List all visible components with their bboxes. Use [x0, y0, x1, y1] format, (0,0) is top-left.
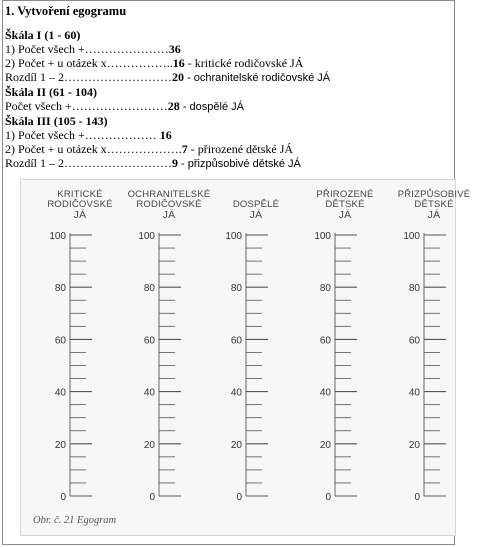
tick-label: 60	[230, 335, 242, 347]
tick-label: 40	[319, 387, 331, 399]
tick-label: 20	[230, 439, 242, 451]
scale-2-title: Škála II (61 - 104)	[5, 85, 98, 99]
scale-label-line: JÁ	[338, 209, 352, 221]
tick-label: 80	[54, 283, 66, 295]
tick-label: 40	[54, 387, 66, 399]
scale-label-line: DĚTSKÉ	[325, 199, 365, 210]
tick-label: 80	[143, 283, 155, 295]
line-4: Počet všech +……………………28 - dospělé JÁ	[5, 99, 244, 113]
scale-column	[138, 231, 181, 503]
figure-caption: Obr. č. 21 Egogram	[33, 515, 117, 526]
line-6: 2) Počet + u otázek x……………….7 - přirozené dětské JÁ	[5, 142, 294, 156]
scale-column-label	[124, 190, 214, 220]
line-1: 1) Počet všech +…………………36	[5, 42, 181, 56]
scale-column	[314, 231, 357, 503]
scale-column-label	[35, 190, 125, 220]
scale-label-line: JÁ	[162, 209, 176, 221]
scale-label-line: PŘIROZENÉ	[316, 189, 374, 200]
tick-label: 20	[408, 439, 420, 451]
scale-column	[403, 231, 446, 503]
tick-label: 40	[143, 387, 155, 399]
line-2: 2) Počet + u otázek x……………..16 - kritické rodičovské JÁ	[5, 56, 304, 70]
scale-label-line: DOSPĚLÉ	[232, 199, 280, 210]
egogram-figure	[20, 179, 471, 536]
tick-label: 100	[49, 231, 66, 242]
tick-label: 100	[138, 231, 155, 242]
scale-label-line: RODIČOVSKÉ	[136, 199, 202, 210]
scale-column-label	[300, 190, 390, 220]
scale-label-line: JÁ	[249, 209, 263, 221]
scale-label-line: DĚTSKÉ	[414, 199, 454, 210]
section-title: 1. Vytvoření egogramu	[5, 4, 127, 18]
tick-label: 100	[403, 231, 420, 242]
tick-label: 20	[54, 439, 66, 451]
scale-column	[49, 231, 92, 503]
line-7: Rozdíl 1 – 2………………………9 - přizpůsobivé dětské JÁ	[5, 156, 301, 170]
tick-label: 100	[225, 231, 242, 242]
scale-label-line: PŘIZPŮSOBIVÉ	[397, 189, 471, 200]
scale-3-title: Škála III (105 - 143)	[5, 114, 108, 128]
scale-1-title: Škála I (1 - 60)	[5, 28, 81, 42]
tick-label: 60	[408, 335, 420, 347]
tick-label: 100	[314, 231, 331, 242]
scale-label-line: OCHRANITELSKÉ	[127, 189, 211, 200]
tick-label: 80	[319, 283, 331, 295]
scale-label-line: RODIČOVSKÉ	[47, 199, 113, 210]
scale-label-line: JÁ	[427, 209, 441, 221]
tick-label: 40	[230, 387, 242, 399]
tick-label: 0	[60, 492, 66, 503]
scale-label-line: KRITICKÉ	[57, 189, 103, 200]
scale-column-label	[389, 190, 479, 220]
tick-label: 80	[408, 283, 420, 295]
egogram-chart	[21, 180, 455, 510]
tick-label: 80	[230, 283, 242, 295]
line-5: 1) Počet všech +……………… 16	[5, 128, 172, 142]
tick-label: 60	[54, 335, 66, 347]
tick-label: 20	[319, 439, 331, 451]
instructions-text	[5, 4, 450, 171]
tick-label: 60	[319, 335, 331, 347]
tick-label: 0	[325, 492, 331, 503]
scale-label-line: JÁ	[73, 209, 87, 221]
tick-label: 0	[236, 492, 242, 503]
scale-column	[225, 231, 268, 503]
tick-label: 0	[149, 492, 155, 503]
scale-column-label	[211, 190, 301, 220]
tick-label: 60	[143, 335, 155, 347]
tick-label: 20	[143, 439, 155, 451]
tick-label: 40	[408, 387, 420, 399]
line-3: Rozdíl 1 – 2………………………20 - ochranitelské rodičovské JÁ	[5, 70, 331, 84]
tick-label: 0	[414, 492, 420, 503]
